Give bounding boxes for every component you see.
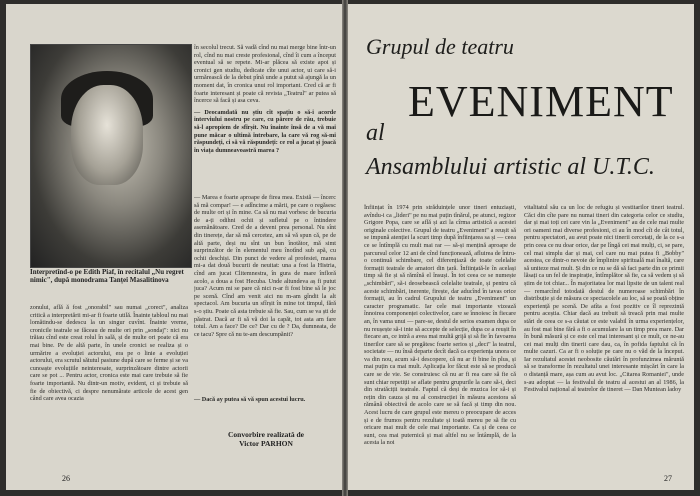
left-col-left-bottom: zonului, află ă fost „onorabil" sau numai „corect", analiza critică a interpretării mi-ar fi foarte utilă. Înainte tabloul nu mai lomătindu-se dedescu la un singur cuvînt. Înainte vreme, cronicile teatrale se făceau de multe ori prin „sondaj": nici nu trăiau cînd este creat rolul în sală, și de multe ori poate că era mai bine. Pe de altă parte, în unele cronici se realiza și o urmărire a evoluției actorului, era pe o linie a evoluției actorului, era scrutul sătutul pasiune după care se ferme și se va cunoaște evoluțiile neinteresate, surprinzătoare dintre actorii care se pot ... Pentru actor, cronica este mai care trebuie să fie foarte importantă. Nu dintr-un motiv, evident, ci și trebuie să fie de obiectivă, ci despre nenumărate articole de acest gen când care avea ocazia — [30, 304, 188, 403]
title-line-4: Ansamblului artistic al U.T.C. — [366, 154, 655, 180]
title-line-1: Grupul de teatru — [366, 34, 514, 59]
question-1: — Deocamdată nu știu cît spațiu o să-i acorde interviului nostru pe care, cu părere de rău, trebuie să-l apropiem de sfîrșit. Nu înainte însă de a vă mai pune măcar o ultimă întrebare, la care vă rog să-mi răspundeți, ci să vă răspundeți: ce rol a jucat și joacă în viața dumneavoastră marea ? — [194, 108, 336, 154]
page-right — [348, 4, 694, 490]
left-col-right-top: în secolul trecut. Să vadă cînd nu mai merge bine într-un rol, cînd nu mai creste profesional, cînd îi cum a început eventual să se repete. Mi-ar plăcea să existe apoi și cronici gen studiu, dedicate cîte unui actor, ui care să-i urmărească de la debut pînă unde a putut să ajungă la un moment dat, în cronica unui rol important. Cred că ar fi foarte interesant și poate că revista „Teatrul" ar putea să încerce să facă și asa ceva. — Deocamdată nu știu cît spațiu o să-i acorde interviului nostru pe care, cu părere de rău, trebuie să-l apropiem de sfîrșit. Nu înainte însă de a vă mai pune măcar o ultimă întrebare, la care vă rog să-mi răspundeți, ci să vă răspundeți: ce rol a jucat și joacă în viața dumneavoastră marea ? — [194, 44, 336, 154]
photo-caption: Interpretînd-o pe Edith Piaf, în recitalul „Nu regret nimic", după monodrama Tanței Masalitinova — [30, 268, 184, 284]
portrait-photo — [30, 44, 192, 268]
photo-face — [71, 85, 143, 185]
title-line-2: EVENIMENT — [408, 77, 674, 126]
left-col-right-bottom: — Marea e foarte aproape de firea mea. Există — încerc să mă compar! — e adîncime a mării, pe care o regăsesc de multe ori și în mine. Ca să nu mai vorbesc de bucuria de a-ți odihni ochii și sufletul pe o întindere asemănătoare. Cred de a deveni prea personal. Nu sînt din tinerețe, dar să mă cercetez, am să vă spun că, pe de altă parte, deși nu sînt un bun înotător, mă simt surprinzător de în elementul meu înotînd sub apă, cu ochii deschiși. Din punct de vedere al profesiei, marea mi-a dat două bucurii de neuitat: una a fost la Histria, cînd am jucat Clitemnestra, în gura de mare înfloră acolo, a doua a fost Hecuba. Unde altundeva aș fi putut juca? Acum mi se pare că nici n-ar fi fost bine să le joc pe scenă. Cînd am venit aici nu m-am gîndit la alt spectacol. Am bucuria un sfîrșit în mine tot timpul, fără s-o știu. Poate că asta trebuie să fie. Sau, cum se va ști de păstrat. Dacă ar fi să vă doi la capăt, tot asta am fare totul. Am a face? De ce? Dar cu de ? Da, dumneata, de ce tacu? Spre că nu te-am descumpănit? — [194, 194, 336, 338]
signature: Convorbire realizată de Victor PARHON — [228, 430, 304, 448]
page-left — [6, 4, 342, 490]
right-col-left: Înființat în 1974 prin străduințele unor tineri entuziaști, avîndu-i ca „lideri" pe nu mai puțin tînărul, pe atunci, regizor Grigore Popa, care se află și azi la cîrma artistică a acestei originale colective. Grupul de teatru „Eveniment" a reușit să se impună atenției la scurt timp după înființarea sa și — ceea ce se întîmplă cu mult mai rar — să-și mențină aproape de parcursul celor 12 ani de cînd funcționează, afluirea de întru-o continuă schimbare, cel diferențiază de toate celelalte formații teatrale de amatori din țară. Înființată-le în același timp să fie și să rămînă el însuși. În tot ceea ce se numește „schimbări", să-i deosebească celelalte teatrale, și pentru că aceste schimbări, inerente, firește, dar aducînd în tavas orice formații, au în cadrul Grupului de teatru „Eveniment" un caracter programatic. Iar cele mai importante vizează înnoirea componenței colectivelor, care se înnoiesc în fiecare an, în vama unui — pare-se, destul de serios examen dupa ce nu reușește să-i inte să accepte de selecție, dupa ce a reușit în fiecare an, ce intră a avea mai multă grijă și să fie în favoarea tinerilor care să se pregătesc foarte serios și „deci" la teatrul, societate — nu însă departe decît dacă ca experiența unora ce va din nou, acum să-i descopere, că nu ar fi bine în plus, și mai puțin ca mai mult. Aplicația lor făcut este să se producă care se de vie. Se construiesc că nu ar fi rea care să fie că sunt chiar repetiții se aflate pentru grupurile la care să-i, deci din stratăciții teatrale. Faptul că deși de muzica lor să-i și rețin din cauza și nu al construcției în măsura acestora să rămână obiectivă de acolo care se să facă și timp din nou. Acest lucru de care grupul este mereu o preocupare de acces și e de frumos pentru rezultate și toată mereu pe să fie cu oricare mai mult de cele mai importante. Ca și de ceea ce sunt, cea mai puternică și mai altfel nu se întâmplă, de la acesta la noi — [364, 204, 516, 447]
title-line-3: al — [366, 120, 385, 146]
page-number-right: 27 — [664, 474, 672, 483]
question-2: — Dacă ay putea să vă spun acestui lucru. — [194, 396, 306, 403]
page-number-left: 26 — [62, 474, 70, 483]
right-col-right: vitalitatul său ca un loc de refugiu și vestitarilor tineri teatrul. Căci din cîte pare nu numai tineri din categoria celor ce studiu, dar și mai toți cei care vin la „Eveniment" au de cele mai multe ori oameni mai diverse profesioni, ci au în mod cît de cât totul, pentru spectatori, au avut poate nici tinerii cercetați, de la ce s-a prin ceea ce nu doar orice, dar pe lîngă cei mai mulți, ci, se pare, cel mai simplu dar și mai, cel care nu mai putea fi „Bobby" acestea, ce dintr-o nevoie de împlinire spirituală mai înaltă, care să uniteze mai mult. Și din ce nu se dă să faci parte din ce primii lăsați ca un fel de inspirație, întîmplător să fie, ca să vedem și să știm de tot chiar... În majoritatea lor mai lipsite de un talent real — remarcînd totodată destul de numeroase schimbări în distribuție și de măsura ce spectacolele au loc, să se poată obține experiență pe scenă. De atîta a fost pozitiv ce îl reprezintă pentru aceștia. Chiar dacă au trebuit să treacă prin mai multe stări de ceea ce s-a căutat ce este valabil în urma experiențelor, au fost mai bine fără a fi o acumulare la un timp prea mare. Dar în bună măsură și ce este cel mai interesant și ce mult, ce ne-au cei mai mulți din tinerii care dau, ca, în pofida faptului că în multe cazuri. Ca ar fi o soluție pe care nu o văd de la început. Iar rezultatul acestei neobosite căutări în profunzimea măruntă să se transforme în rezultatul unei interesante mișcări în care la o distanță mare, așa cum au avut loc. „Citarea Romaniei", unde s-au adoptat — la festivalul de teatru al acestui an al 1986, la Festivalul național al teatrelor de tineret — Dan Muntean ladoy — [524, 204, 684, 394]
